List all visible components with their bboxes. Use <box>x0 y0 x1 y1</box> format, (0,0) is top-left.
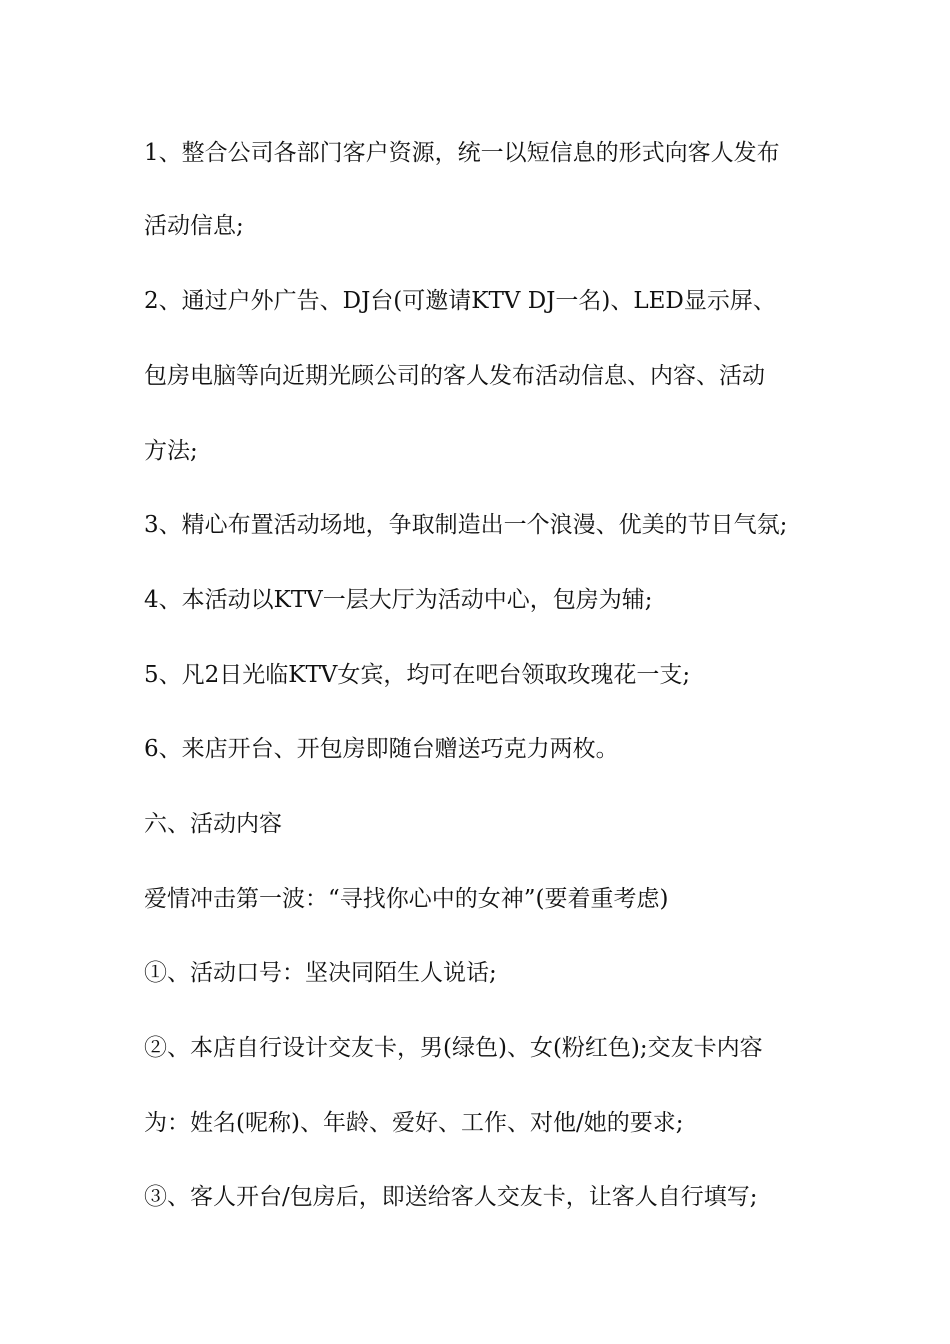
section-heading: 六、活动内容 <box>144 811 282 837</box>
text-line: 方法; <box>144 438 198 464</box>
text-line: 为：姓名(呢称)、年龄、爱好、工作、对他/她的要求; <box>144 1110 684 1136</box>
text-line: 1、整合公司各部门客户资源，统一以短信息的形式向客人发布 <box>144 140 780 166</box>
list-item: ②、本店自行设计交友卡，男(绿色)、女(粉红色);交友卡内容 <box>144 1035 763 1061</box>
text-line: 3、精心布置活动场地，争取制造出一个浪漫、优美的节日气氛; <box>144 512 788 538</box>
list-item: ③、客人开台/包房后，即送给客人交友卡，让客人自行填写; <box>144 1184 758 1210</box>
text-line: 爱情冲击第一波：“寻找你心中的女神”(要着重考虑) <box>144 886 669 912</box>
text-line: 6、来店开台、开包房即随台赠送巧克力两枚。 <box>144 736 619 762</box>
text-line: 2、通过户外广告、DJ台(可邀请KTV DJ一名)、LED显示屏、 <box>144 288 776 314</box>
text-line: 5、凡2日光临KTV女宾，均可在吧台领取玫瑰花一支; <box>144 662 691 688</box>
list-item: ①、活动口号：坚决同陌生人说话; <box>144 960 497 986</box>
text-line: 活动信息; <box>144 213 244 239</box>
text-line: 包房电脑等向近期光顾公司的客人发布活动信息、内容、活动 <box>144 363 765 389</box>
text-line: 4、本活动以KTV一层大厅为活动中心，包房为辅; <box>144 587 653 613</box>
